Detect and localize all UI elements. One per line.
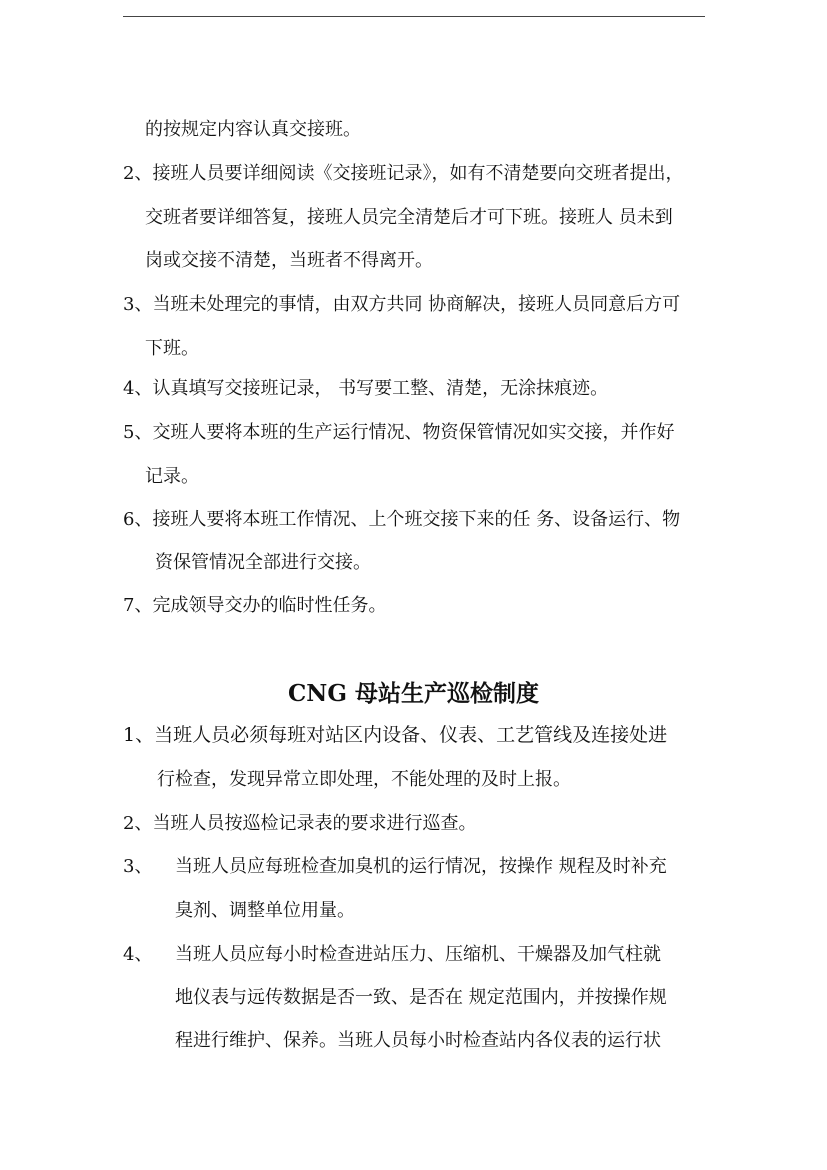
- header-rule: [123, 16, 705, 17]
- list-item: [123, 293, 680, 317]
- item-number: 2、: [123, 813, 153, 834]
- item-number: 4、: [123, 378, 153, 399]
- paragraph-line: 当班未处理完的事情，由双方共同 协商解决，接班人员同意后方可: [152, 294, 681, 315]
- paragraph-line: 岗或交接不清楚，当班者不得离开。: [145, 250, 433, 271]
- list-item: [123, 162, 683, 186]
- paragraph-line: 程进行维护、保养。当班人员每小时检查站内各仪表的运行状: [175, 1030, 661, 1051]
- paragraph-line: 认真填写交接班记录， 书写要工整、清楚，无涂抹痕迹。: [152, 378, 609, 399]
- paragraph-line: 当班人员应每小时检查进站压力、压缩机、干燥器及加气柱就: [175, 944, 661, 965]
- list-item: [123, 508, 680, 532]
- paragraph-line: 行检查，发现异常立即处理，不能处理的及时上报。: [157, 769, 571, 790]
- paragraph-line: 的按规定内容认真交接班。: [145, 119, 361, 140]
- paragraph-line: 当班人员应每班检查加臭机的运行情况，按操作 规程及时补充: [175, 856, 667, 877]
- paragraph-line: 资保管情况全部进行交接。: [155, 552, 371, 573]
- item-number: 4、: [123, 944, 153, 965]
- paragraph-line: 接班人要将本班工作情况、上个班交接下来的任 务、设备运行、物: [152, 509, 681, 530]
- paragraph-line: 地仪表与远传数据是否一致、是否在 规定范围内，并按操作规: [175, 987, 667, 1008]
- item-number: 3、: [123, 856, 153, 877]
- item-number: 3、: [123, 294, 153, 315]
- paragraph-line: 下班。: [145, 338, 199, 359]
- paragraph-line: 交班人要将本班的生产运行情况、物资保管情况如实交接，并作好: [152, 422, 675, 443]
- list-item: [123, 943, 661, 967]
- paragraph-line: 接班人员要详细阅读《交接班记录》，如有不清楚要向交班者提出，: [152, 163, 684, 184]
- paragraph-line: 记录。: [145, 466, 199, 487]
- paragraph-line: 完成领导交办的临时性任务。: [152, 595, 387, 616]
- list-item: [123, 594, 386, 618]
- paragraph-line: 当班人员按巡检记录表的要求进行巡查。: [152, 813, 477, 834]
- item-number: 1、: [123, 724, 155, 746]
- item-number: 7、: [123, 595, 153, 616]
- paragraph-line: 臭剂、调整单位用量。: [175, 900, 355, 921]
- item-number: 2、: [123, 163, 153, 184]
- item-number: 6、: [123, 509, 153, 530]
- list-item: [123, 377, 608, 401]
- list-item: [123, 812, 476, 836]
- item-number: 5、: [123, 422, 153, 443]
- list-item: [123, 855, 667, 879]
- paragraph-line: 当班人员必须每班对站区内设备、仪表、工艺管线及连接处进: [154, 724, 668, 746]
- list-item: [123, 421, 674, 445]
- section-title: CNG 母站生产巡检制度: [288, 680, 539, 707]
- paragraph-line: 交班者要详细答复，接班人员完全清楚后才可下班。接班人 员未到: [145, 207, 673, 228]
- list-item: [123, 723, 667, 747]
